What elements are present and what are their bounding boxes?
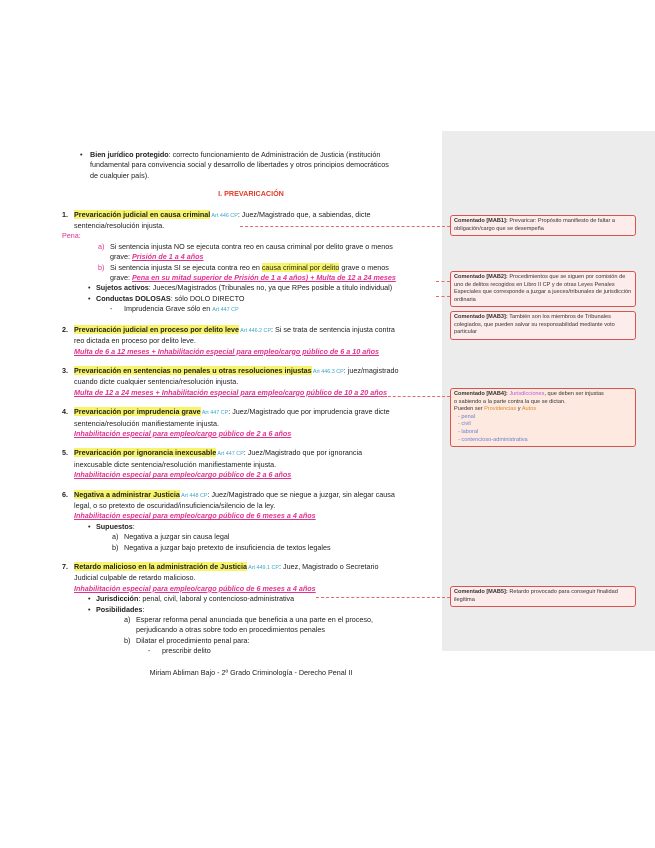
bullet-icon: • <box>88 283 91 293</box>
comment-leader-3 <box>436 296 450 297</box>
jurisdiccion-label: Jurisdicción <box>96 594 139 604</box>
item-number: 7. <box>62 562 68 571</box>
sub-marker: b) <box>124 635 131 645</box>
item-heading: Prevaricación por imprudencia grave <box>74 407 201 417</box>
intro-text-2: fundamental para convivencia social y desarrollo de libertades y otros principios democráticos <box>90 160 389 170</box>
item-text: cuando dicte cualquier sentencia/resolución injusta. <box>74 377 239 387</box>
item-2-pena <box>62 347 440 357</box>
item-7-line-2 <box>62 573 440 583</box>
item-1 <box>62 210 440 221</box>
conductas-label: Conductas DOLOSAS <box>96 293 171 303</box>
sujetos-text: : Jueces/Magistrados (Tribunales no, ya que RPes posible a título individual) <box>148 283 393 293</box>
pena-text: Pena en su mitad superior de Prisión de 1 a 4 años) + Multa de 12 a 24 meses <box>131 273 396 283</box>
item-7-pena <box>62 584 440 594</box>
bullet-icon: • <box>88 594 91 604</box>
comment-list-item: - contencioso-administrativa <box>458 436 528 443</box>
pena-text: Inhabilitación especial para empleo/cargo público de 2 a 6 años <box>74 428 292 438</box>
sub-text: Dilatar el procedimiento penal para: <box>136 635 250 645</box>
item-text: legal, o so pretexto de oscuridad/insuficiencia/silencio de la ley. <box>74 500 276 510</box>
comment-label: Comentado [MAB4]: <box>454 391 508 397</box>
item-text: reo dictada en proceso por delito leve. <box>74 336 196 346</box>
pena-text: Prisión de 1 a 4 años <box>131 252 204 262</box>
supuesto-a <box>62 532 440 542</box>
comment-text: También son los miembros de Tribunales colegiados, que pueden salvar su responsabilidad mediante voto particular <box>454 314 615 336</box>
item-number: 1. <box>62 209 68 219</box>
item-text: sentencia/resolución injusta. <box>74 221 165 231</box>
conductas-bullet <box>62 294 440 304</box>
comment-text: , que deben ser injustas <box>544 391 604 397</box>
pena-text: Inhabilitación especial para empleo/cargo público de 6 meses a 4 años <box>74 583 316 593</box>
article-ref: Art 448 CP <box>179 492 208 499</box>
comment-text: Prevaricar: Propósito manifiesto de faltar a obligación/cargo que se desempeña <box>454 218 616 232</box>
intro-text-3: de cualquier país). <box>90 170 150 180</box>
sub-text: Esperar reforma penal anunciada que beneficia a una parte en el proceso, <box>136 615 373 625</box>
posibilidad-a-line-2 <box>62 625 440 635</box>
colon: : <box>132 521 135 531</box>
sub-text: Si sentencia injusta NO se ejecuta contra reo en causa criminal por delito grave o menos <box>110 241 393 251</box>
pena-text: Multa de 6 a 12 meses + Inhabilitación especial para empleo/cargo público de 6 a 10 años <box>74 346 379 356</box>
pena-label: Pena: <box>62 231 81 241</box>
comment-list-item: - civil <box>458 421 471 428</box>
article-ref: Art 446.3 CP <box>311 368 344 375</box>
colon: : <box>142 604 145 614</box>
comment-label: Comentado [MAB2]: <box>454 274 508 280</box>
item-2 <box>62 325 440 336</box>
item-text: : Juez/Magistrado que por ignorancia <box>243 448 363 458</box>
conductas-text: : sólo DOLO DIRECTO <box>170 293 245 303</box>
comment-keyword: Autos <box>521 406 537 413</box>
document-body <box>62 150 440 678</box>
bullet-icon: • <box>80 150 83 159</box>
sub-text: Negativa a juzgar sin causa legal <box>124 532 230 542</box>
posibilidades-bullet <box>62 605 440 615</box>
sub-text: perjudicando a otras sobre todo en procedimientos penales <box>136 625 325 635</box>
item-heading: Retardo malicioso en la administración de Justicia <box>74 562 247 571</box>
pena-text: Inhabilitación especial para empleo/cargo público de 2 a 6 años <box>74 470 292 480</box>
comment-mab1[interactable] <box>450 215 636 236</box>
sub-text: Si sentencia injusta SI se ejecuta contra reo en <box>110 262 262 272</box>
dash-icon: - <box>110 304 113 314</box>
item-6-pena <box>62 511 440 521</box>
supuestos-label: Supuestos <box>96 521 133 531</box>
item-number: 3. <box>62 365 68 375</box>
dash-icon: - <box>148 646 151 656</box>
item-text: : Juez/Magistrado que se niegue a juzgar, sin alegar causa <box>207 489 395 499</box>
item-6 <box>62 490 440 501</box>
item-heading: Negativa a administrar Justicia <box>74 489 180 499</box>
item-text: Judicial culpable de retardo malicioso. <box>74 573 196 583</box>
item-4-line-2 <box>62 419 440 429</box>
sub-text: grave: <box>110 252 132 262</box>
item-3 <box>62 366 440 377</box>
sub-item-a <box>62 242 440 252</box>
comment-list-item: - laboral <box>458 428 479 435</box>
item-2-line-2 <box>62 336 440 346</box>
sub-text: grave: <box>110 273 132 283</box>
sub-item-b-line-2 <box>62 273 440 283</box>
comment-mab3[interactable] <box>450 311 636 340</box>
sub-marker: a) <box>124 615 131 625</box>
posibilidad-a <box>62 615 440 625</box>
posibilidad-b <box>62 636 440 646</box>
bullet-icon: • <box>88 604 91 614</box>
item-text: : juez/magistrado <box>343 365 399 375</box>
comment-mab4[interactable] <box>450 388 636 447</box>
comment-leader-5 <box>316 597 450 598</box>
sub-item-b <box>62 263 440 273</box>
item-text: : Juez, Magistrado o Secretario <box>279 562 379 571</box>
sub-marker: a) <box>112 532 119 542</box>
comment-text: Pueden ser <box>454 406 485 413</box>
intro-bullet <box>62 150 440 160</box>
intro-text-1: : correcto funcionamiento de Administración de Justicia (institución <box>168 150 381 159</box>
prescribir-dash <box>62 646 440 656</box>
commented-text: causa criminal por delito <box>261 262 340 272</box>
sub-text: Negativa a juzgar bajo pretexto de insuficiencia de textos legales <box>124 542 331 552</box>
pena-text: Inhabilitación especial para empleo/cargo público de 6 meses a 4 años <box>74 511 316 521</box>
item-number: 4. <box>62 407 68 417</box>
pena-text: Multa de 12 a 24 meses + Inhabilitación especial para empleo/cargo público de 10 a 20 años <box>74 387 387 397</box>
comment-text: y <box>516 406 522 413</box>
imprudencia-dash <box>62 304 440 315</box>
comment-text: o sabiendo a la parte contra la que se dictan. <box>454 398 566 405</box>
article-ref: Art 446 CP <box>210 212 238 219</box>
intro-text-line-2 <box>62 160 440 170</box>
supuesto-b <box>62 543 440 553</box>
sujetos-bullet <box>62 283 440 293</box>
item-heading: Prevaricación judicial en proceso por delito leve <box>74 324 239 334</box>
comment-mab5[interactable] <box>450 586 636 607</box>
comment-leader-4 <box>378 396 450 397</box>
intro-label: Bien jurídico protegido <box>90 150 169 159</box>
bullet-icon: • <box>88 521 91 531</box>
comment-leader-1 <box>240 226 450 227</box>
sub-marker: b) <box>98 262 105 272</box>
item-heading: Prevaricación por ignorancia inexcusable <box>74 448 217 458</box>
comment-label: Comentado [MAB3]: <box>454 314 508 320</box>
jurisdiccion-text: : penal, civil, laboral y contencioso-administrativa <box>138 594 295 604</box>
item-heading: Prevaricación en sentencias no penales u otras resoluciones injustas <box>74 365 312 375</box>
item-text: inexcusable dicte sentencia/resolución manifiestamente injusta. <box>74 459 277 469</box>
posibilidades-label: Posibilidades <box>96 604 143 614</box>
sub-marker: b) <box>112 542 119 552</box>
item-3-line-2 <box>62 377 440 387</box>
comment-text: Retardo provocado para conseguir finalidad ilegítima <box>454 589 618 603</box>
comment-leader-2 <box>436 281 450 282</box>
comment-mab2[interactable] <box>450 271 636 307</box>
article-ref: Art 447 CP <box>216 451 244 458</box>
section-title: I. PREVARICACIÓN <box>218 189 284 199</box>
item-heading: Prevaricación judicial en causa criminal <box>74 209 211 219</box>
comment-label: Comentado [MAB5]: <box>454 589 508 595</box>
item-7 <box>62 562 440 573</box>
item-5-line-2 <box>62 460 440 470</box>
prescribir-text: prescribir delito <box>162 646 211 656</box>
imprudencia-text: Imprudencia Grave sólo en <box>124 304 213 314</box>
article-ref: Art 446.2 CP <box>238 327 272 334</box>
sujetos-label: Sujetos activos <box>96 283 149 293</box>
jurisdiccion-bullet <box>62 594 440 604</box>
comment-text: Procedimientos que se siguen por comisión de uno de delitos recogidos en Libro II CP y de otras Leyes Penales Especiales que corresponde a juzgar a jueces/tribunales de jurisdicción ordinaria <box>454 274 632 303</box>
item-text: : Juez/Magistrado que, a sabiendas, dicte <box>237 209 371 219</box>
comment-list-item: - penal <box>458 413 476 420</box>
item-number: 6. <box>62 489 68 499</box>
article-ref: Art 447 CP <box>200 410 229 417</box>
sub-marker: a) <box>98 241 105 251</box>
article-ref: Art 449.1 CP <box>246 565 280 571</box>
item-5-pena <box>62 470 440 480</box>
item-4-pena <box>62 429 440 439</box>
item-number: 5. <box>62 448 68 458</box>
footer-text: Miriam Abliman Bajo - 2º Grado Criminología - Derecho Penal II <box>149 667 353 677</box>
item-text: sentencia/resolución manifiestamente injusta. <box>74 418 220 428</box>
item-5 <box>62 448 440 459</box>
comment-keyword: Jurisdicciones <box>507 391 545 397</box>
item-text: : Juez/Magistrado que por imprudencia grave dicte <box>228 407 390 417</box>
item-6-line-2 <box>62 501 440 511</box>
supuestos-bullet <box>62 522 440 532</box>
sub-item-a-line-2 <box>62 252 440 262</box>
comment-keyword: Providencias <box>484 406 517 413</box>
item-text: : Si se trata de sentencia injusta contra <box>271 324 395 334</box>
intro-text-line-3 <box>62 171 440 181</box>
sub-text: grave o menos <box>339 262 389 272</box>
bullet-icon: • <box>88 293 91 303</box>
item-number: 2. <box>62 324 68 334</box>
item-4 <box>62 407 440 418</box>
comment-label: Comentado [MAB1]: <box>454 218 508 224</box>
article-ref: Art 447 CP <box>212 307 239 314</box>
